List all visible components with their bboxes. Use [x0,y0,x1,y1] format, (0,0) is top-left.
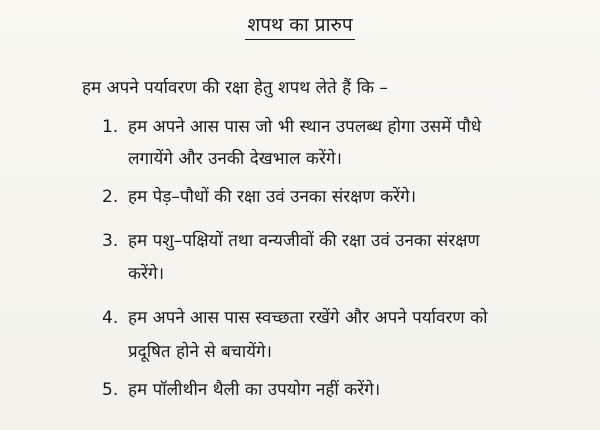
pledge-item-1-continuation: लगायेंगे और उनकी देखभाल करेंगे। [128,149,342,169]
pledge-item-number: 1. [102,117,119,137]
pledge-item-text: हम अपने आस पास स्वच्छता रखेंगे और अपने पर्यावरण को [128,308,488,328]
pledge-item-number: 4. [102,308,119,328]
pledge-item-1 [102,115,481,139]
pledge-item-number: 3. [102,231,119,251]
pledge-item-text: हम पॉलीथीन थैली का उपयोग नहीं करेंगे। [128,380,381,400]
pledge-item-5 [102,378,380,402]
pledge-item-text: हम पशु–पक्षियों तथा वन्यजीवों की रक्षा उवं उनका संरक्षण [128,231,480,251]
pledge-item-text: हम अपने आस पास जो भी स्थान उपलब्ध होगा उसमें पौधे [128,117,482,137]
pledge-item-number: 2. [102,187,119,207]
pledge-item-number: 5. [102,380,119,400]
page-title [0,12,600,40]
pledge-item-2 [102,185,416,209]
pledge-item-text: हम पेड़–पौधों की रक्षा उवं उनका संरक्षण करेंगे। [128,187,417,207]
page-title-text: शपथ का प्रारुप [245,12,354,40]
pledge-item-3-continuation: करेंगे। [128,264,165,284]
pledge-item-4 [102,306,488,330]
pledge-intro: हम अपने पर्यावरण की रक्षा हेतु शपथ लेते हैं कि – [82,78,388,98]
pledge-item-4-continuation: प्रदूषित होने से बचायेंगे। [128,342,272,362]
pledge-item-3 [102,229,480,253]
